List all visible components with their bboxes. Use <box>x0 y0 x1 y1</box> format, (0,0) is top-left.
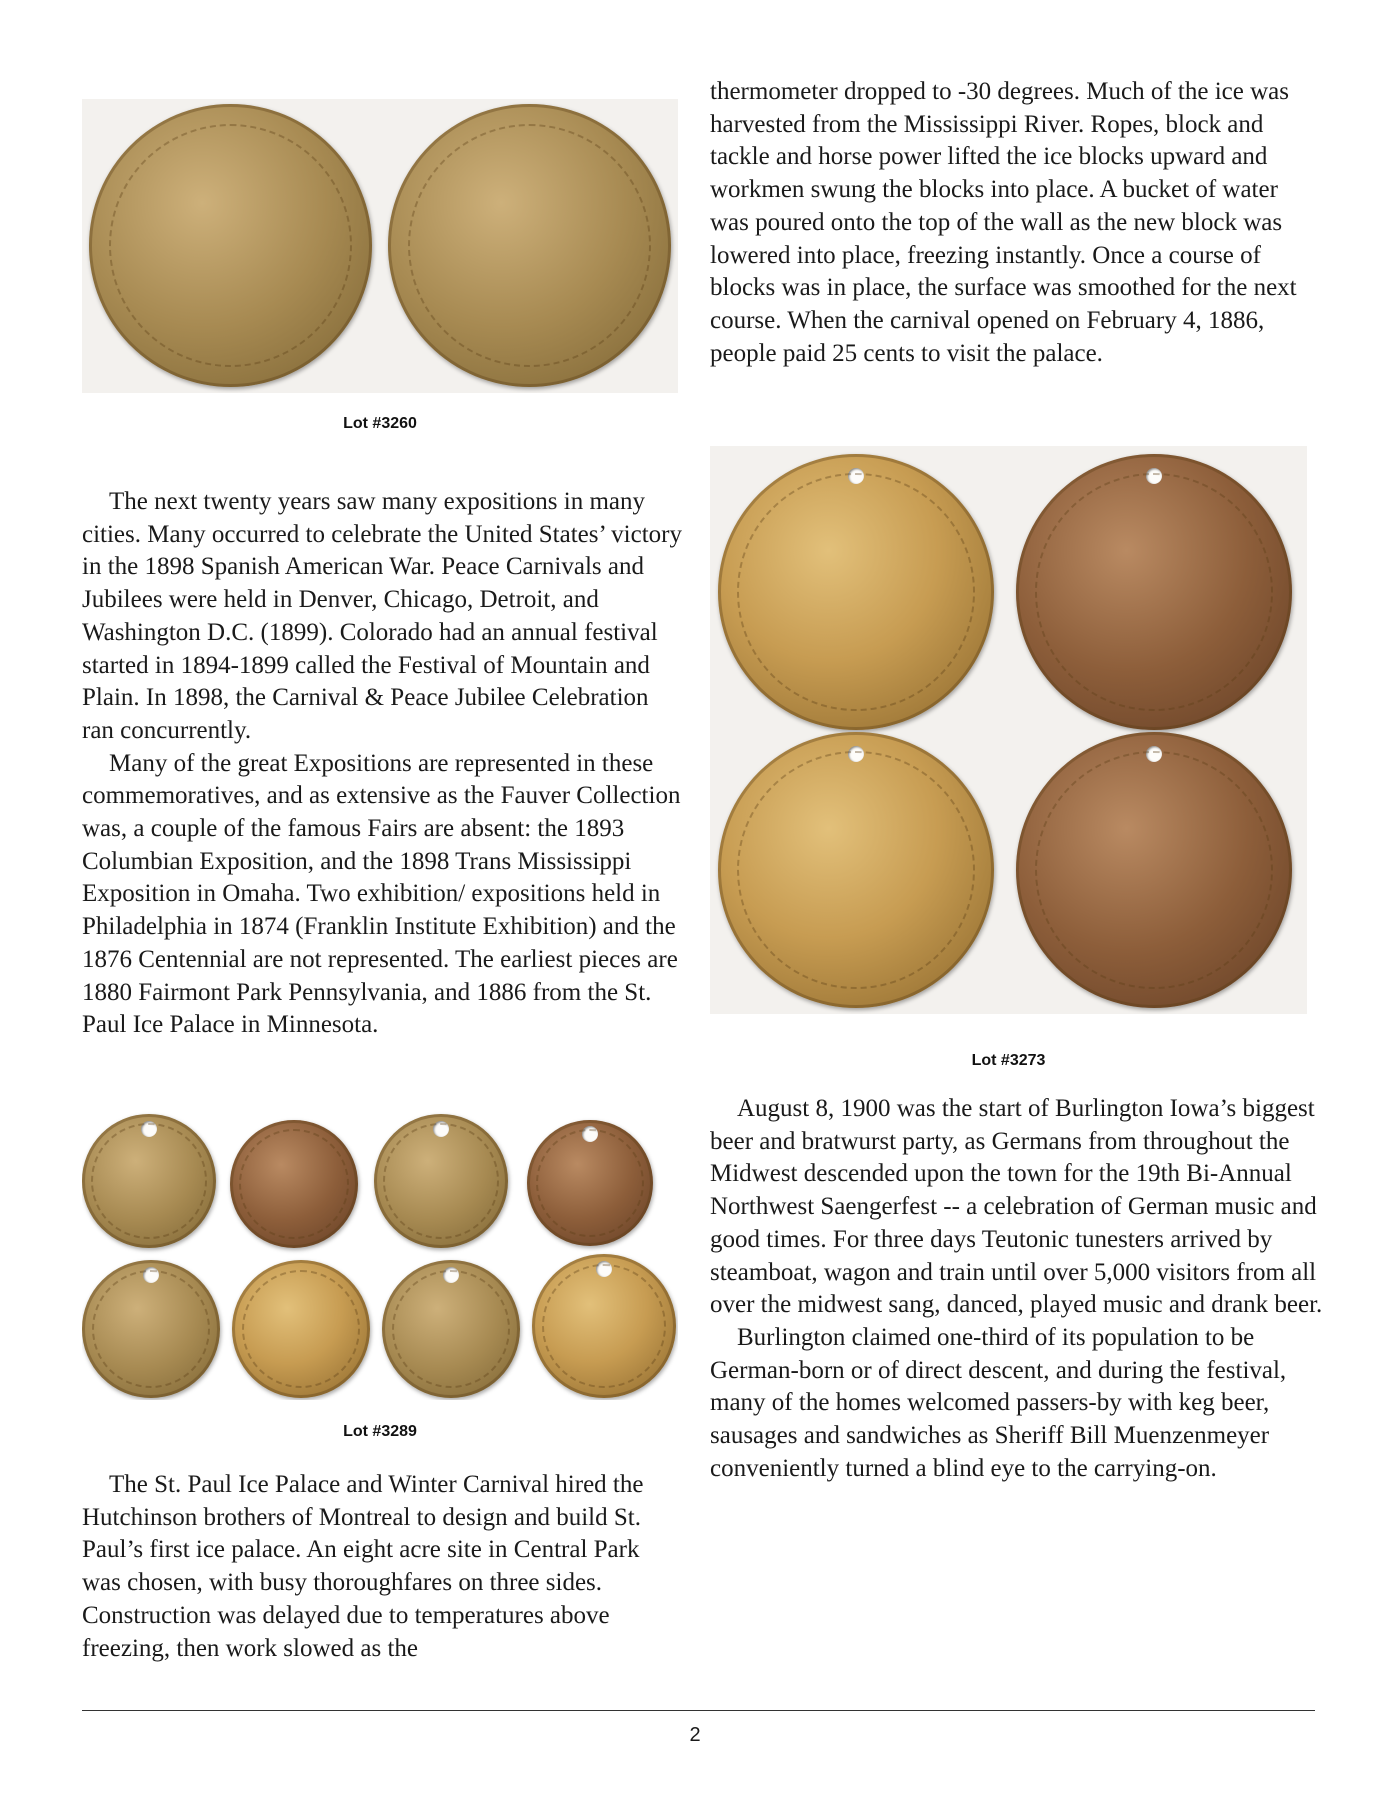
coin-denver-carnival-reverse <box>388 104 671 387</box>
coin-3289-4 <box>527 1120 653 1246</box>
paragraph-ice-palace: The St. Paul Ice Palace and Winter Carnival hired the Hutchinson brothers of Montreal to design and build St. Paul’s first ice palace. An eight acre site in Central Park was chosen, with busy thoroughfares on three sides. Construction was delayed due to temperatures above freezing, then work slowed as the <box>82 1471 644 1662</box>
coin-3289-2 <box>230 1120 358 1248</box>
paragraph-expositions: The next twenty years saw many expositions in many cities. Many occurred to celebrate the United States’ victory in the 1898 Spanish American War. Peace Carnivals and Jubilees were held in Denver, Chicago, Detroit, and Washington D.C. (1899). Colorado had an annual festival started in 1894-1899 called the Festival of Mountain and Plain. In 1898, the Carnival & Peace Jubilee Celebration ran concurrently. <box>82 488 682 744</box>
page-number: 2 <box>689 1724 701 1746</box>
paragraph-great-expositions: Many of the great Expositions are represented in these commemoratives, and as extensive as the Fauver Collection was, a couple of the famous Fairs are absent: the 1893 Columbian Exposition, and the 1898 Trans Mississippi Exposition in Omaha. Two exhibition/ expositions held in Philadelphia in 1874 (Franklin Institute Exhibition) and the 1876 Centennial are not represented. The earliest pieces are 1880 Fairmont Park Pennsylvania, and 1886 from the St. Paul Ice Palace in Minnesota. <box>82 749 681 1039</box>
right-column-text-top <box>710 76 1320 370</box>
lot-3273-caption: Lot #3273 <box>971 1052 1046 1069</box>
lot-3289-caption: Lot #3289 <box>343 1423 417 1440</box>
lot-3289-photo <box>82 1110 678 1400</box>
lot-3260-photo <box>82 99 678 393</box>
left-column-text-bottom <box>82 1469 682 1665</box>
coin-3289-5 <box>82 1260 220 1398</box>
right-column-text-bottom <box>710 1093 1325 1485</box>
paragraph-german-population: Burlington claimed one-third of its population to be German-born or of direct descent, and during the festival, many of the homes welcomed passers-by with keg beer, sausages and sandwiches as Sheriff Bill Muenzenmeyer conveniently turned a blind eye to the carrying-on. <box>710 1323 1287 1482</box>
coin-handshake-obverse <box>89 104 372 387</box>
coin-3289-8 <box>532 1254 676 1398</box>
paragraph-burlington-party: August 8, 1900 was the start of Burlington Iowa’s biggest beer and bratwurst party, as Germans from throughout the Midwest descended upon the town for the 19th Bi-Annual Northwest Saengerfest -- a celebration of German music and good times. For three days Teutonic tunesters arrived by steamboat, wagon and train until over 5,000 visitors from all over the midwest sang, danced, played music and drank beer. <box>710 1095 1323 1319</box>
coin-3289-7 <box>382 1260 520 1398</box>
paragraph-thermometer: thermometer dropped to -30 degrees. Much of the ice was harvested from the Mississippi River. Ropes, block and tackle and horse power lifted the ice blocks upward and workmen swung the blocks into place. A bucket of water was poured onto the top of the wall as the new block was lowered into place, freezing instantly. Once a course of blocks was in place, the surface was smoothed for the next course. When the carnival opened on February 4, 1886, people paid 25 cents to visit the palace. <box>710 78 1297 367</box>
coin-saengerfest <box>1016 732 1292 1008</box>
lot-3273-photo <box>710 446 1307 1014</box>
coin-cedar-rapids-carnival <box>718 454 994 730</box>
coin-3289-6 <box>232 1260 370 1398</box>
coin-burlington-1900 <box>1016 454 1292 730</box>
left-column-text <box>82 486 682 1042</box>
footer-rule <box>82 1710 1315 1711</box>
coin-jester <box>718 732 994 1008</box>
coin-3289-3 <box>374 1114 508 1248</box>
lot-3260-caption: Lot #3260 <box>343 415 417 432</box>
coin-3289-1 <box>82 1114 216 1248</box>
